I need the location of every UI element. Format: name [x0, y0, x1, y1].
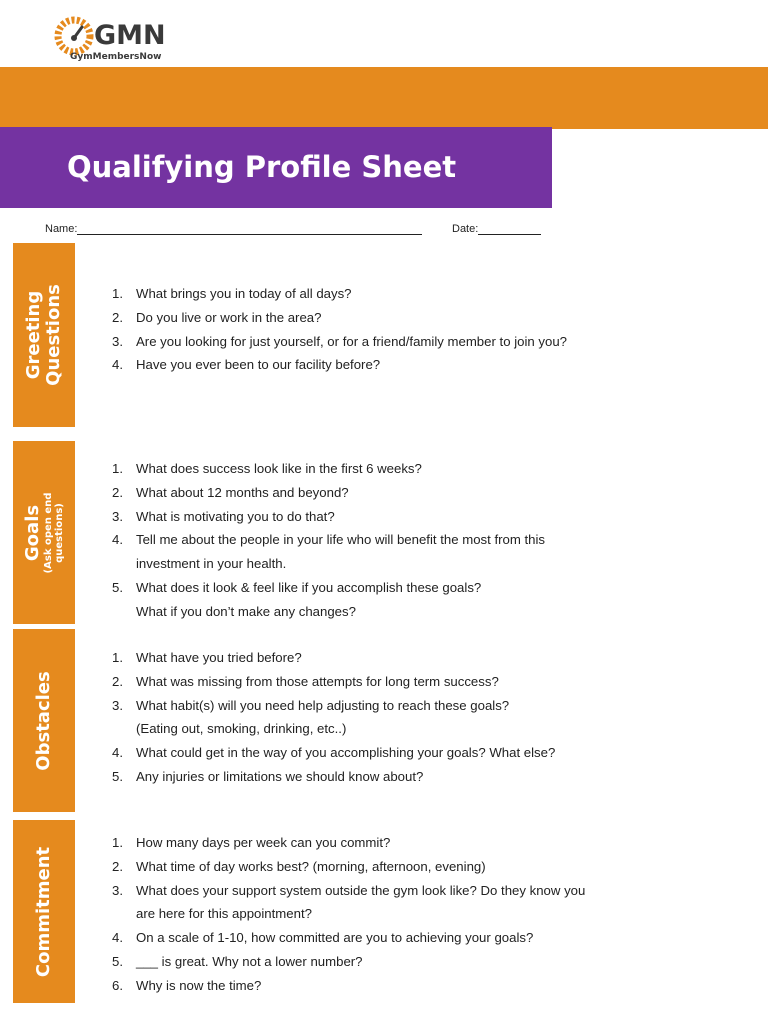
list-item: 4. What could get in the way of you accomplishing your goals? What else? [112, 745, 556, 761]
list-item: 6. Why is now the time? [112, 977, 262, 993]
name-label: Name: [45, 223, 78, 235]
list-item: 2. What time of day works best? (morning, afternoon, evening) [112, 858, 486, 874]
list-item: 1. What does success look like in the first 6 weeks? [112, 461, 422, 476]
name-input-line[interactable] [77, 222, 422, 235]
list-item: 1. What brings you in today of all days? [112, 286, 352, 301]
list-item: 3. What habit(s) will you need help adjusting to reach these goals? (Eating out, smoking, drinking, etc..) [112, 697, 510, 737]
list-item: 4. Tell me about the people in your life who will benefit the most from this investment in your health. [112, 532, 546, 572]
section-tab-obstacles [13, 629, 75, 812]
section-tab-goals [13, 441, 75, 624]
list-item: 5. ___ is great. Why not a lower number? [112, 953, 363, 969]
gmn-logo [52, 14, 182, 64]
date-label: Date: [452, 223, 479, 235]
list-item: 3. What does your support system outside the gym look like? Do they know you are here for this appointment? [112, 882, 586, 922]
logo-brand: GMN [94, 20, 166, 51]
section-label: Obstacles [33, 670, 55, 771]
greeting-question-list [112, 282, 567, 377]
list-item: 2. What was missing from those attempts for long term success? [112, 673, 499, 689]
section-label: Goals (Ask open end questions) [22, 492, 65, 573]
list-item: 1. What have you tried before? [112, 650, 302, 665]
section-label: Greeting Questions [23, 284, 64, 386]
list-item: 3. Are you looking for just yourself, or for a friend/family member to join you? [112, 333, 567, 349]
goals-question-list [112, 457, 545, 624]
list-item: 4. On a scale of 1-10, how committed are you to achieving your goals? [112, 930, 534, 946]
list-item: 4. Have you ever been to our facility before? [112, 357, 381, 373]
section-label: Commitment [33, 846, 55, 977]
list-item: 2. What about 12 months and beyond? [112, 484, 349, 500]
date-field [452, 222, 541, 235]
logo-tagline: GymMembersNow [70, 52, 162, 62]
page-title: Qualifying Profile Sheet [67, 150, 457, 184]
list-item: 1. How many days per week can you commit? [112, 835, 391, 850]
commitment-question-list [112, 831, 585, 998]
list-item: 3. What is motivating you to do that? [112, 508, 335, 524]
list-item: 5. Any injuries or limitations we should know about? [112, 768, 424, 784]
obstacles-question-list [112, 646, 555, 789]
name-field [45, 222, 422, 235]
list-item: 2. Do you live or work in the area? [112, 309, 322, 325]
date-input-line[interactable] [478, 222, 541, 235]
section-tab-greeting [13, 243, 75, 427]
header-orange-band [0, 67, 768, 129]
section-tab-commitment [13, 820, 75, 1003]
list-item: 5. What does it look & feel like if you accomplish these goals? What if you don’t make any changes? [112, 579, 482, 619]
